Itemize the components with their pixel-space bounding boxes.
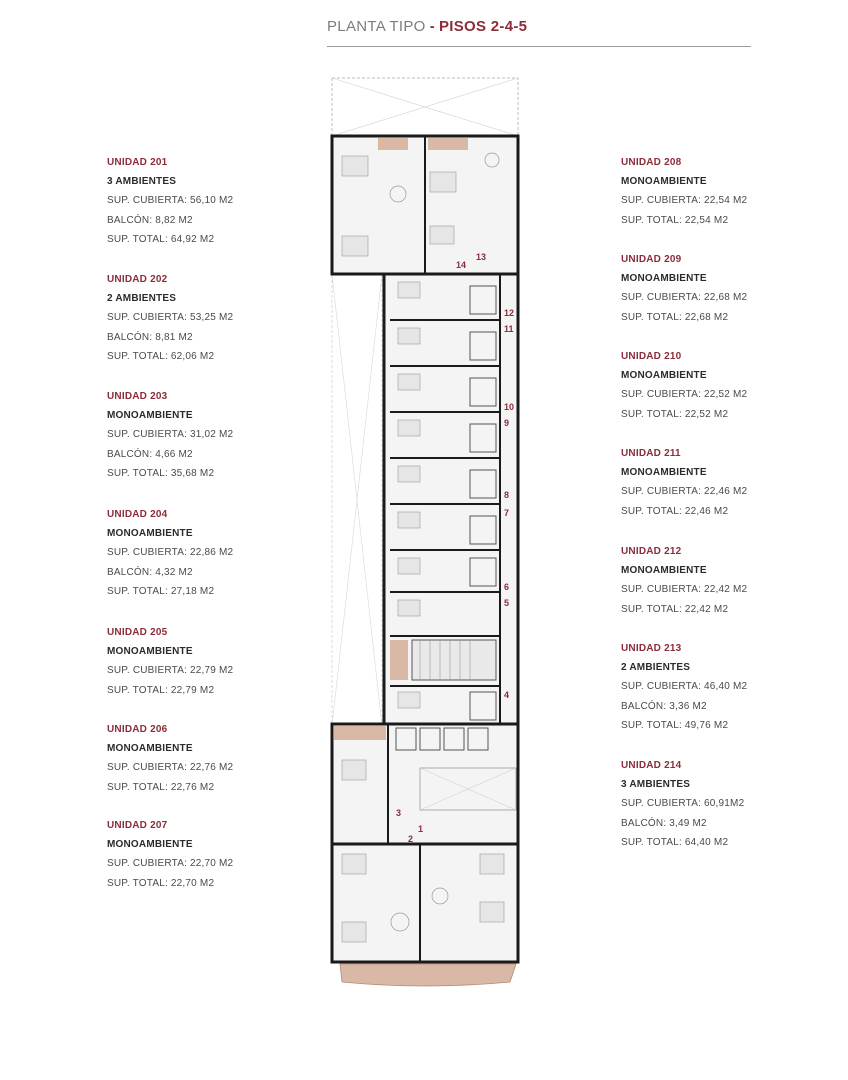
bed	[398, 466, 420, 482]
unit-row: BALCÓN: 4,66 M2	[107, 448, 193, 460]
unit-row: SUP. TOTAL: 62,06 M2	[107, 351, 215, 362]
unit-row: SUP. CUBIERTA: 22,76 M2	[107, 762, 234, 773]
lower-block	[332, 724, 518, 844]
marker-11: 11	[504, 324, 514, 334]
unit-type: 3 AMBIENTES	[621, 779, 691, 790]
unit-name: UNIDAD 208	[621, 157, 682, 168]
unit-name: UNIDAD 210	[621, 351, 682, 362]
unit-203	[107, 390, 327, 487]
bed	[480, 854, 504, 874]
bed	[342, 922, 366, 942]
unit-name: UNIDAD 214	[621, 760, 682, 771]
unit-name: UNIDAD 209	[621, 254, 682, 265]
marker-14: 14	[456, 260, 467, 270]
bed	[398, 512, 420, 528]
unit-row: SUP. CUBIERTA: 22,46 M2	[621, 486, 748, 497]
marker-1: 1	[418, 824, 424, 834]
unit-name: UNIDAD 212	[621, 546, 682, 557]
unit-row: SUP. TOTAL: 22,52 M2	[621, 408, 729, 420]
balcony-214	[378, 138, 408, 150]
unit-201	[107, 156, 327, 253]
marker-3: 3	[396, 808, 402, 818]
unit-type: MONOAMBIENTE	[621, 273, 707, 284]
unit-row: SUP. CUBIERTA: 53,25 M2	[107, 312, 234, 323]
marker-4: 4	[504, 690, 510, 700]
bed	[398, 420, 420, 436]
unit-row: SUP. TOTAL: 22,79 M2	[107, 684, 215, 696]
unit-type: MONOAMBIENTE	[621, 467, 707, 478]
bed	[398, 374, 420, 390]
marker-8: 8	[504, 490, 510, 500]
unit-209	[621, 253, 841, 330]
unit-207	[107, 819, 327, 896]
unit-row: SUP. TOTAL: 64,92 M2	[107, 234, 215, 245]
unit-row: SUP. TOTAL: 49,76 M2	[621, 720, 729, 731]
unit-row: BALCÓN: 3,49 M2	[621, 817, 707, 829]
bed	[430, 172, 456, 192]
bed	[398, 328, 420, 344]
bed	[398, 558, 420, 574]
marker-7: 7	[504, 508, 510, 518]
unit-205	[107, 626, 327, 703]
bed	[398, 692, 420, 708]
bed	[480, 902, 504, 922]
floor-plan	[320, 76, 530, 988]
marker-12: 12	[504, 308, 515, 318]
unit-name: UNIDAD 207	[107, 820, 168, 831]
unit-row: SUP. CUBIERTA: 46,40 M2	[621, 681, 748, 692]
unit-row: SUP. CUBIERTA: 22,86 M2	[107, 547, 234, 558]
unit-row: SUP. TOTAL: 22,54 M2	[621, 214, 729, 226]
unit-name: UNIDAD 206	[107, 724, 168, 735]
bed	[430, 226, 454, 244]
marker-6: 6	[504, 582, 510, 592]
unit-row: SUP. TOTAL: 22,46 M2	[621, 505, 729, 517]
unit-row: BALCÓN: 3,36 M2	[621, 700, 707, 712]
unit-name: UNIDAD 201	[107, 157, 168, 168]
unit-212	[621, 545, 841, 622]
marker-13: 13	[476, 252, 487, 262]
unit-type: MONOAMBIENTE	[107, 743, 193, 754]
unit-name: UNIDAD 205	[107, 627, 168, 638]
unit-row: SUP. TOTAL: 22,42 M2	[621, 603, 729, 615]
balcony-204	[390, 640, 408, 680]
unit-name: UNIDAD 213	[621, 643, 682, 654]
unit-type: MONOAMBIENTE	[107, 410, 193, 421]
unit-type: MONOAMBIENTE	[621, 370, 707, 381]
unit-type: MONOAMBIENTE	[107, 528, 193, 539]
unit-name: UNIDAD 211	[621, 448, 681, 459]
unit-214	[621, 759, 841, 856]
floor-plan-drawing	[320, 76, 530, 988]
marker-9: 9	[504, 418, 510, 428]
unit-row: SUP. CUBIERTA: 60,91M2	[621, 798, 745, 809]
marker-2: 2	[408, 834, 414, 844]
header-prefix: PLANTA TIPO	[327, 18, 426, 35]
unit-row: SUP. CUBIERTA: 56,10 M2	[107, 195, 234, 206]
unit-type: MONOAMBIENTE	[107, 839, 193, 850]
unit-row: SUP. CUBIERTA: 22,70 M2	[107, 858, 234, 869]
unit-row: SUP. CUBIERTA: 22,54 M2	[621, 195, 748, 206]
unit-type: MONOAMBIENTE	[621, 565, 707, 576]
unit-row: SUP. TOTAL: 22,76 M2	[107, 781, 215, 793]
bed	[342, 760, 366, 780]
page-header	[327, 18, 751, 47]
unit-row: SUP. CUBIERTA: 22,52 M2	[621, 389, 748, 400]
unit-type: MONOAMBIENTE	[107, 646, 193, 657]
header-floors: PISOS 2-4-5	[438, 18, 528, 35]
unit-type: 2 AMBIENTES	[107, 293, 177, 304]
unit-row: SUP. CUBIERTA: 22,42 M2	[621, 584, 748, 595]
bed	[342, 854, 366, 874]
unit-row: SUP. CUBIERTA: 22,68 M2	[621, 292, 748, 303]
unit-type: MONOAMBIENTE	[621, 176, 707, 187]
marker-5: 5	[504, 598, 510, 608]
bed	[398, 600, 420, 616]
unit-row: SUP. TOTAL: 22,70 M2	[107, 877, 215, 889]
marker-10: 10	[504, 402, 515, 412]
unit-row: SUP. TOTAL: 22,68 M2	[621, 311, 729, 323]
front-balcony	[340, 964, 516, 986]
stairwell	[412, 640, 496, 680]
unit-name: UNIDAD 203	[107, 391, 168, 402]
unit-row: BALCÓN: 8,82 M2	[107, 214, 193, 226]
unit-type: 2 AMBIENTES	[621, 662, 691, 673]
unit-204	[107, 508, 327, 605]
balcony-203	[334, 726, 386, 740]
unit-name: UNIDAD 202	[107, 274, 168, 285]
balcony-213	[428, 138, 468, 150]
unit-211	[621, 447, 841, 524]
unit-row: SUP. TOTAL: 64,40 M2	[621, 837, 729, 848]
unit-name: UNIDAD 204	[107, 509, 168, 520]
unit-202	[107, 273, 327, 370]
unit-206	[107, 723, 327, 800]
unit-row: SUP. TOTAL: 35,68 M2	[107, 468, 215, 479]
bed	[342, 236, 368, 256]
unit-row: BALCÓN: 4,32 M2	[107, 566, 193, 578]
unit-row: SUP. CUBIERTA: 22,79 M2	[107, 665, 234, 676]
unit-213	[621, 642, 841, 739]
unit-row: SUP. CUBIERTA: 31,02 M2	[107, 429, 234, 440]
unit-208	[621, 156, 841, 233]
bed	[342, 156, 368, 176]
unit-row: BALCÓN: 8,81 M2	[107, 331, 193, 343]
header-separator: -	[425, 18, 439, 35]
unit-210	[621, 350, 841, 427]
unit-type: 3 AMBIENTES	[107, 176, 177, 187]
unit-row: SUP. TOTAL: 27,18 M2	[107, 586, 215, 597]
bed	[398, 282, 420, 298]
